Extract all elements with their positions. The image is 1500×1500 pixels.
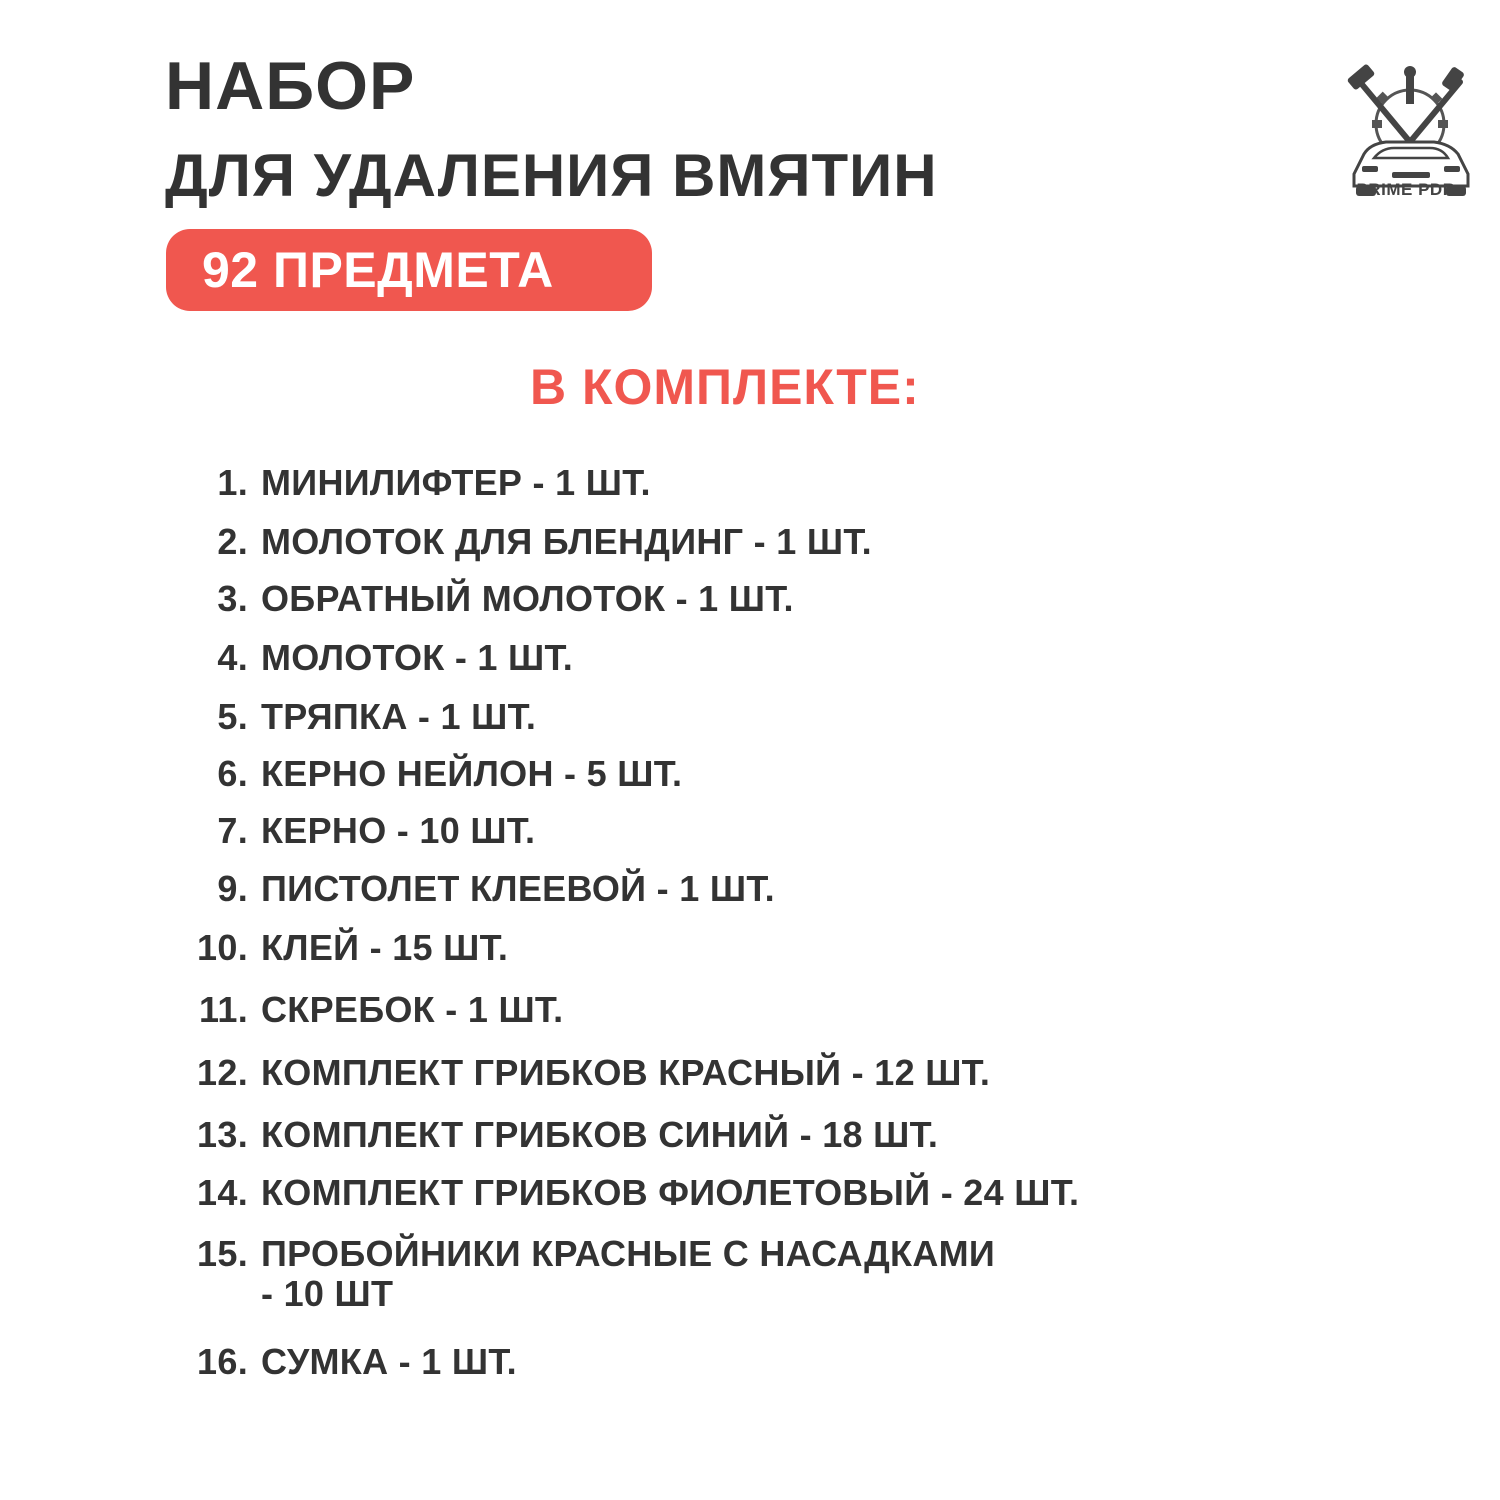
list-item-text: КОМПЛЕКТ ГРИБКОВ ФИОЛЕТОВЫЙ - 24 ШТ.: [261, 1172, 1080, 1213]
list-item-number: 1.: [217, 462, 248, 503]
list-item-number: 5.: [217, 696, 248, 737]
list-item-number: 11.: [199, 989, 248, 1030]
list-item-text-continuation: - 10 ШТ: [261, 1273, 394, 1314]
list-item-number: 6.: [217, 753, 248, 794]
list-item-number: 9.: [217, 868, 248, 909]
item-count-badge: 92 ПРЕДМЕТА: [166, 229, 652, 311]
list-item-text: ПРОБОЙНИКИ КРАСНЫЕ С НАСАДКАМИ: [261, 1233, 996, 1274]
list-item-text: МОЛОТОК - 1 ШТ.: [261, 637, 574, 678]
list-item-text: СКРЕБОК - 1 ШТ.: [261, 989, 564, 1030]
list-item-number: 7.: [217, 810, 248, 851]
list-item-text: СУМКА - 1 ШТ.: [261, 1341, 517, 1382]
list-item-text: МИНИЛИФТЕР - 1 ШТ.: [261, 462, 651, 503]
list-item-number: 14.: [197, 1172, 248, 1213]
list-item-text: МОЛОТОК ДЛЯ БЛЕНДИНГ - 1 ШТ.: [261, 521, 872, 562]
list-item-text: ПИСТОЛЕТ КЛЕЕВОЙ - 1 ШТ.: [261, 868, 775, 909]
list-item-text: КОМПЛЕКТ ГРИБКОВ СИНИЙ - 18 ШТ.: [261, 1114, 939, 1155]
list-item-number: 13.: [197, 1114, 248, 1155]
list-item-text: КЛЕЙ - 15 ШТ.: [261, 927, 509, 968]
list-item-text: ТРЯПКА - 1 ШТ.: [261, 696, 537, 737]
list-item-text: КЕРНО - 10 ШТ.: [261, 810, 536, 851]
list-item-text: КЕРНО НЕЙЛОН - 5 ШТ.: [261, 753, 683, 794]
list-item-number: 10.: [197, 927, 248, 968]
list-item-number: 2.: [217, 521, 248, 562]
list-item-number: 16.: [197, 1341, 248, 1382]
logo-text: PRIME PDR: [1356, 180, 1456, 199]
list-item-number: 3.: [217, 578, 248, 619]
page-title-line-2: ДЛЯ УДАЛЕНИЯ ВМЯТИН: [165, 142, 938, 209]
section-heading: В КОМПЛЕКТЕ:: [530, 359, 920, 415]
list-item-text: ОБРАТНЫЙ МОЛОТОК - 1 ШТ.: [261, 578, 794, 619]
list-item-text: КОМПЛЕКТ ГРИБКОВ КРАСНЫЙ - 12 ШТ.: [261, 1052, 991, 1093]
page-title-line-1: НАБОР: [165, 48, 416, 124]
list-item-number: 15.: [197, 1233, 248, 1274]
list-item-number: 12.: [197, 1052, 248, 1093]
list-item-number: 4.: [217, 637, 248, 678]
